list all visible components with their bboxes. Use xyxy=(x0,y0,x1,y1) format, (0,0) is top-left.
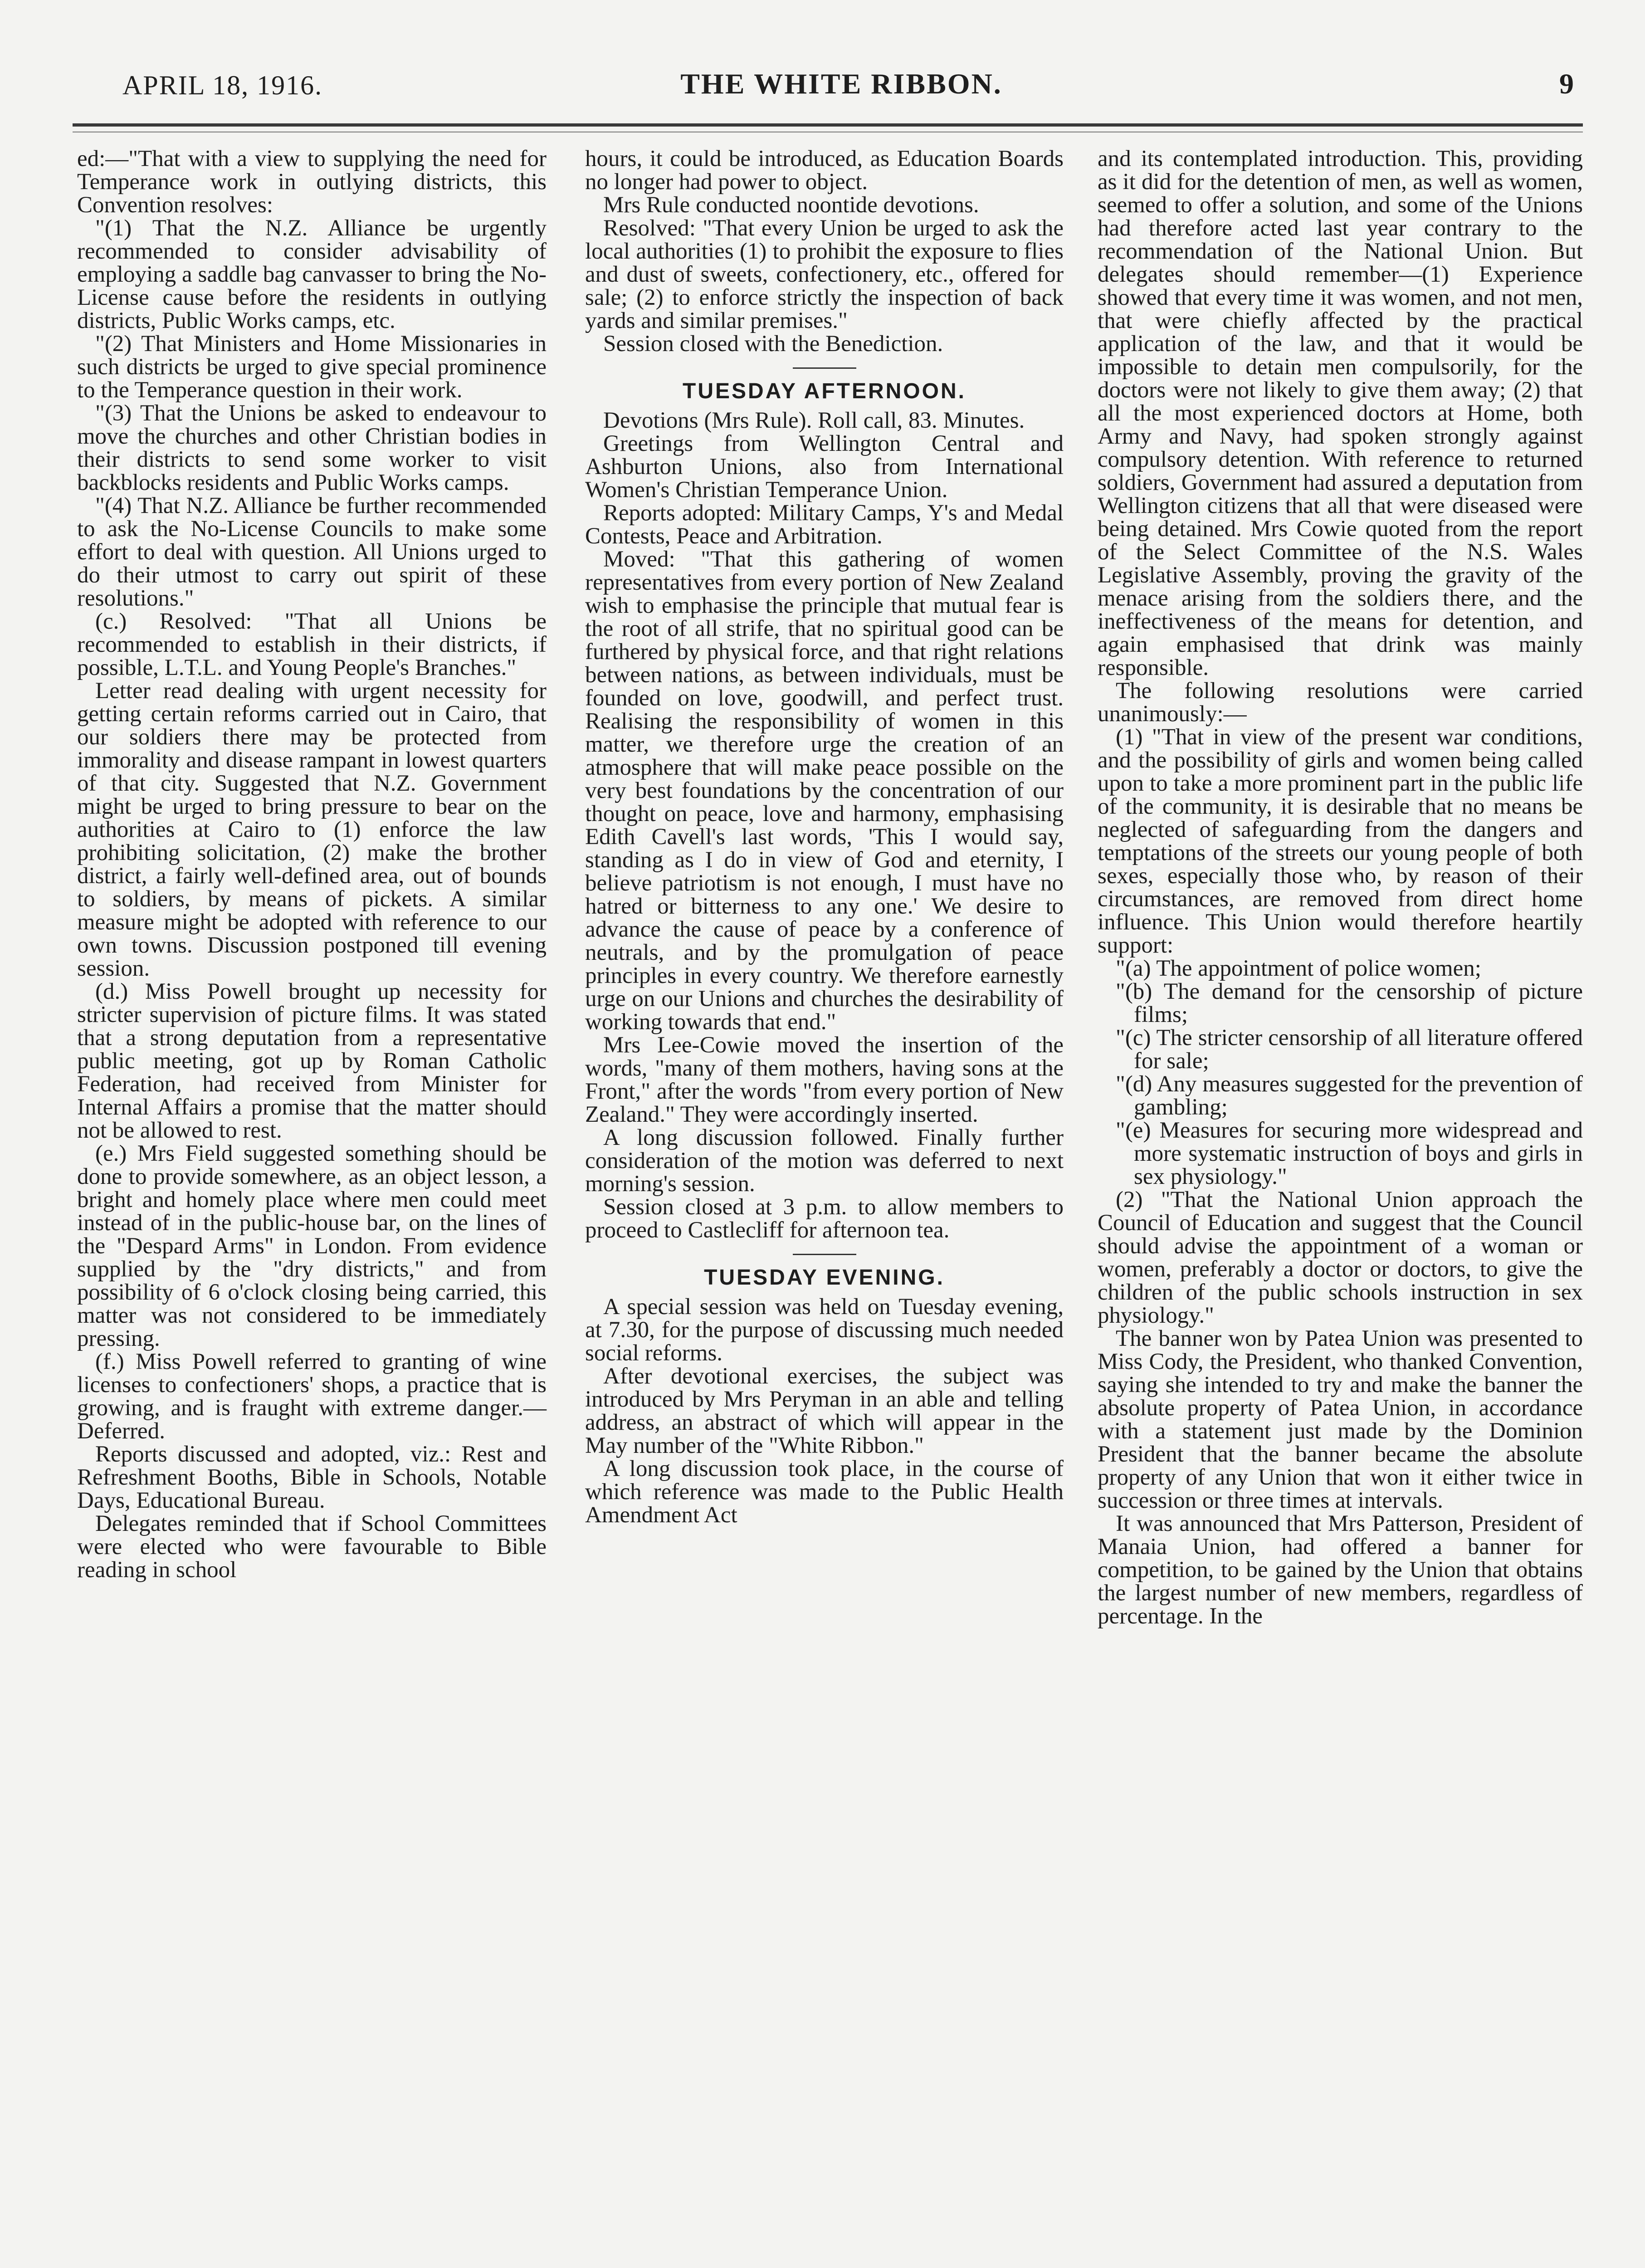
paragraph: Resolved: "That every Union be urged to ask the local authorities (1) to prohibit the exposure to flies and dust of sweets, confectionery, etc., offered for sale; (2) to enforce strictly the inspection of back yards and similar premises." xyxy=(585,215,1064,333)
section-divider xyxy=(793,1254,856,1255)
column-3 xyxy=(1098,147,1583,1628)
paragraph: It was announced that Mrs Patterson, President of Manaia Union, had offered a banner for competition, to be gained by the Union that obtains the largest number of new members, regardless of percentage. In the xyxy=(1098,1511,1583,1629)
paragraph: Letter read dealing with urgent necessity for getting certain reforms carried out in Cairo, that our soldiers there may be protected from immorality and disease rampant in lowest quarters of that city. Suggested that N.Z. Government might be urged to bring pressure to bear on the authorities at Cairo to (1) enforce the law prohibiting solicitation, (2) make the brother district, a fairly well-defined area, out of bounds to soldiers, by means of pickets. A similar measure might be adopted with reference to our own towns. Discussion postponed till evening session. xyxy=(77,678,547,981)
paragraph: Session closed with the Benediction. xyxy=(603,331,943,357)
paragraph: Mrs Rule conducted noontide devotions. xyxy=(603,192,979,218)
section-divider xyxy=(793,367,856,369)
paragraph: "(2) That Ministers and Home Missionaries in such districts be urged to give special prominence to the Temperance question in their work. xyxy=(77,331,547,403)
section-heading-afternoon: TUESDAY AFTERNOON. xyxy=(683,379,966,403)
paragraph: Mrs Lee-Cowie moved the insertion of the words, "many of them mothers, having sons at the Front," after the words "from every portion of New Zealand." They were accordingly inserted. xyxy=(585,1032,1064,1127)
paragraph: "(4) That N.Z. Alliance be further recommended to ask the No-License Councils to make some effort to deal with question. All Unions urged to do their utmost to carry out spirit of these resolutions." xyxy=(77,493,547,611)
paragraph: and its contemplated introduction. This, providing as it did for the detention of men, as well as women, seemed to offer a solution, and some of the Unions had therefore acted last year contrary to the recommendation of the National Union. But delegates should remember—(1) Experience showed that every time it was women, and not men, that were chiefly affected by the practical application of the law, and that it would be impossible to detain men compulsorily, for the doctors were not likely to give them away; (2) that all the most experienced doctors at Home, both Army and Navy, had spoken strongly against compulsory detention. With reference to returned soldiers, Government had assured a deputation from Wellington citizens that all that were diseased were being detained. Mrs Cowie quoted from the report of the Select Committee of the N.S. Wales Legislative Assembly, proving the gravity of the menace arising from the soldiers there, and the ineffectiveness of the means for detention, and again emphasised that drink was mainly responsible. xyxy=(1098,146,1583,680)
paragraph: The following resolutions were carried unanimously:— xyxy=(1098,678,1583,727)
paragraph: Moved: "That this gathering of women representatives from every portion of New Zealand wish to emphasise the principle that mutual fear is the root of all strife, that no spiritual good can be furthered by physical force, and that right relations between nations, as between individuals, must be founded on love, goodwill, and perfect trust. Realising the responsibility of women in this matter, we therefore urge the creation of an atmosphere that will make peace possible on the very best foundations by the concentration of our thought on peace, love and harmony, emphasising Edith Cavell's last words, 'This I would say, standing as I do in view of God and eternity, I believe patriotism is not enough, I must have no hatred or bitterness to any one.' We desire to advance the cause of peace by a conference of neutrals, and by the promulgation of peace principles in every country. We therefore earnestly urge on our Unions and churches the desirability of working towards that end." xyxy=(585,547,1064,1035)
paragraph: "(3) That the Unions be asked to endeavour to move the churches and other Christian bodies in their districts to send some worker to visit backblocks residents and Public Works camps. xyxy=(77,401,547,495)
paragraph: (e.) Mrs Field suggested something should be done to provide somewhere, as an object lesson, a bright and homely place where men could meet instead of in the public-house bar, on the lines of the "Despard Arms" in London. From evidence supplied by the "dry districts," and from possibility of 6 o'clock closing being carried, this matter was not considered to be immediately pressing. xyxy=(77,1141,547,1351)
list-item: "(a) The appointment of police women; xyxy=(1116,956,1481,981)
paragraph: The banner won by Patea Union was presented to Miss Cody, the President, who thanked Convention, saying she intended to try and make the banner the absolute property of Patea Union, in accordance with a statement just made by the Dominion President that the banner became the absolute property of any Union that won it either twice in succession or three times at intervals. xyxy=(1098,1326,1583,1513)
section-heading-evening: TUESDAY EVENING. xyxy=(704,1266,945,1290)
paragraph: Reports discussed and adopted, viz.: Rest and Refreshment Booths, Bible in Schools, Notable Days, Educational Bureau. xyxy=(77,1442,547,1513)
list-item: "(d) Any measures suggested for the prevention of gambling; xyxy=(1116,1071,1583,1120)
page-number: 9 xyxy=(1559,68,1574,100)
issue-date: APRIL 18, 1916. xyxy=(122,70,323,100)
list-item: "(b) The demand for the censorship of picture films; xyxy=(1116,979,1583,1027)
paragraph: (d.) Miss Powell brought up necessity for stricter supervision of picture films. It was stated that a strong deputation from a representative public meeting, got up by Roman Catholic Federation, had received from Minister for Internal Affairs a promise that the matter should not be allowed to rest. xyxy=(77,979,547,1143)
column-1 xyxy=(77,147,547,1582)
paragraph: "(1) That the N.Z. Alliance be urgently recommended to consider advisability of employing a saddle bag canvasser to bring the No-License cause before the residents in outlying districts, Public Works camps, etc. xyxy=(77,215,547,333)
paragraph: After devotional exercises, the subject was introduced by Mrs Peryman in an able and telling address, an abstract of which will appear in the May number of the "White Ribbon." xyxy=(585,1364,1064,1458)
paragraph: Reports adopted: Military Camps, Y's and Medal Contests, Peace and Arbitration. xyxy=(585,500,1064,549)
paragraph: Session closed at 3 p.m. to allow members to proceed to Castlecliff for afternoon tea. xyxy=(585,1194,1064,1243)
publication-title: THE WHITE RIBBON. xyxy=(680,68,1002,100)
paragraph: (1) "That in view of the present war conditions, and the possibility of girls and women being called upon to take a more prominent part in the public life of the community, it is desirable that no means be neglected of safeguarding from the dangers and temptations of the streets our young people of both sexes, especially those who, by reason of their circumstances, are removed from direct home influence. This Union would therefore heartily support: xyxy=(1098,724,1583,958)
paragraph: (f.) Miss Powell referred to granting of wine licenses to confectioners' shops, a practice that is growing, and is fraught with extreme danger.—Deferred. xyxy=(77,1349,547,1444)
paragraph: (c.) Resolved: "That all Unions be recommended to establish in their districts, if possible, L.T.L. and Young People's Branches." xyxy=(77,609,547,680)
column-2 xyxy=(585,147,1064,1527)
page-header xyxy=(109,67,1574,103)
list-item: "(e) Measures for securing more widespread and more systematic instruction of boys and girls in sex physiology." xyxy=(1116,1118,1583,1189)
paragraph: Delegates reminded that if School Committees were elected who were favourable to Bible reading in school xyxy=(77,1511,547,1583)
paragraph: Greetings from Wellington Central and Ashburton Unions, also from International Women's Christian Temperance Union. xyxy=(585,431,1064,503)
header-rule xyxy=(73,123,1583,127)
paragraph: hours, it could be introduced, as Education Boards no longer had power to object. xyxy=(585,146,1064,195)
paragraph: Devotions (Mrs Rule). Roll call, 83. Minutes. xyxy=(603,408,1025,433)
paragraph: A long discussion took place, in the course of which reference was made to the Public Health Amendment Act xyxy=(585,1456,1064,1528)
paragraph: ed:—"That with a view to supplying the need for Temperance work in outlying districts, this Convention resolves: xyxy=(77,146,547,218)
list-item: "(c) The stricter censorship of all literature offered for sale; xyxy=(1116,1025,1583,1074)
paragraph: A special session was held on Tuesday evening, at 7.30, for the purpose of discussing much needed social reforms. xyxy=(585,1294,1064,1366)
paragraph: A long discussion followed. Finally further consideration of the motion was deferred to next morning's session. xyxy=(585,1125,1064,1197)
paragraph: (2) "That the National Union approach the Council of Education and suggest that the Council should advise the appointment of a woman or women, preferably a doctor or doctors, to give the children of the public schools instruction in sex physiology." xyxy=(1098,1187,1583,1328)
